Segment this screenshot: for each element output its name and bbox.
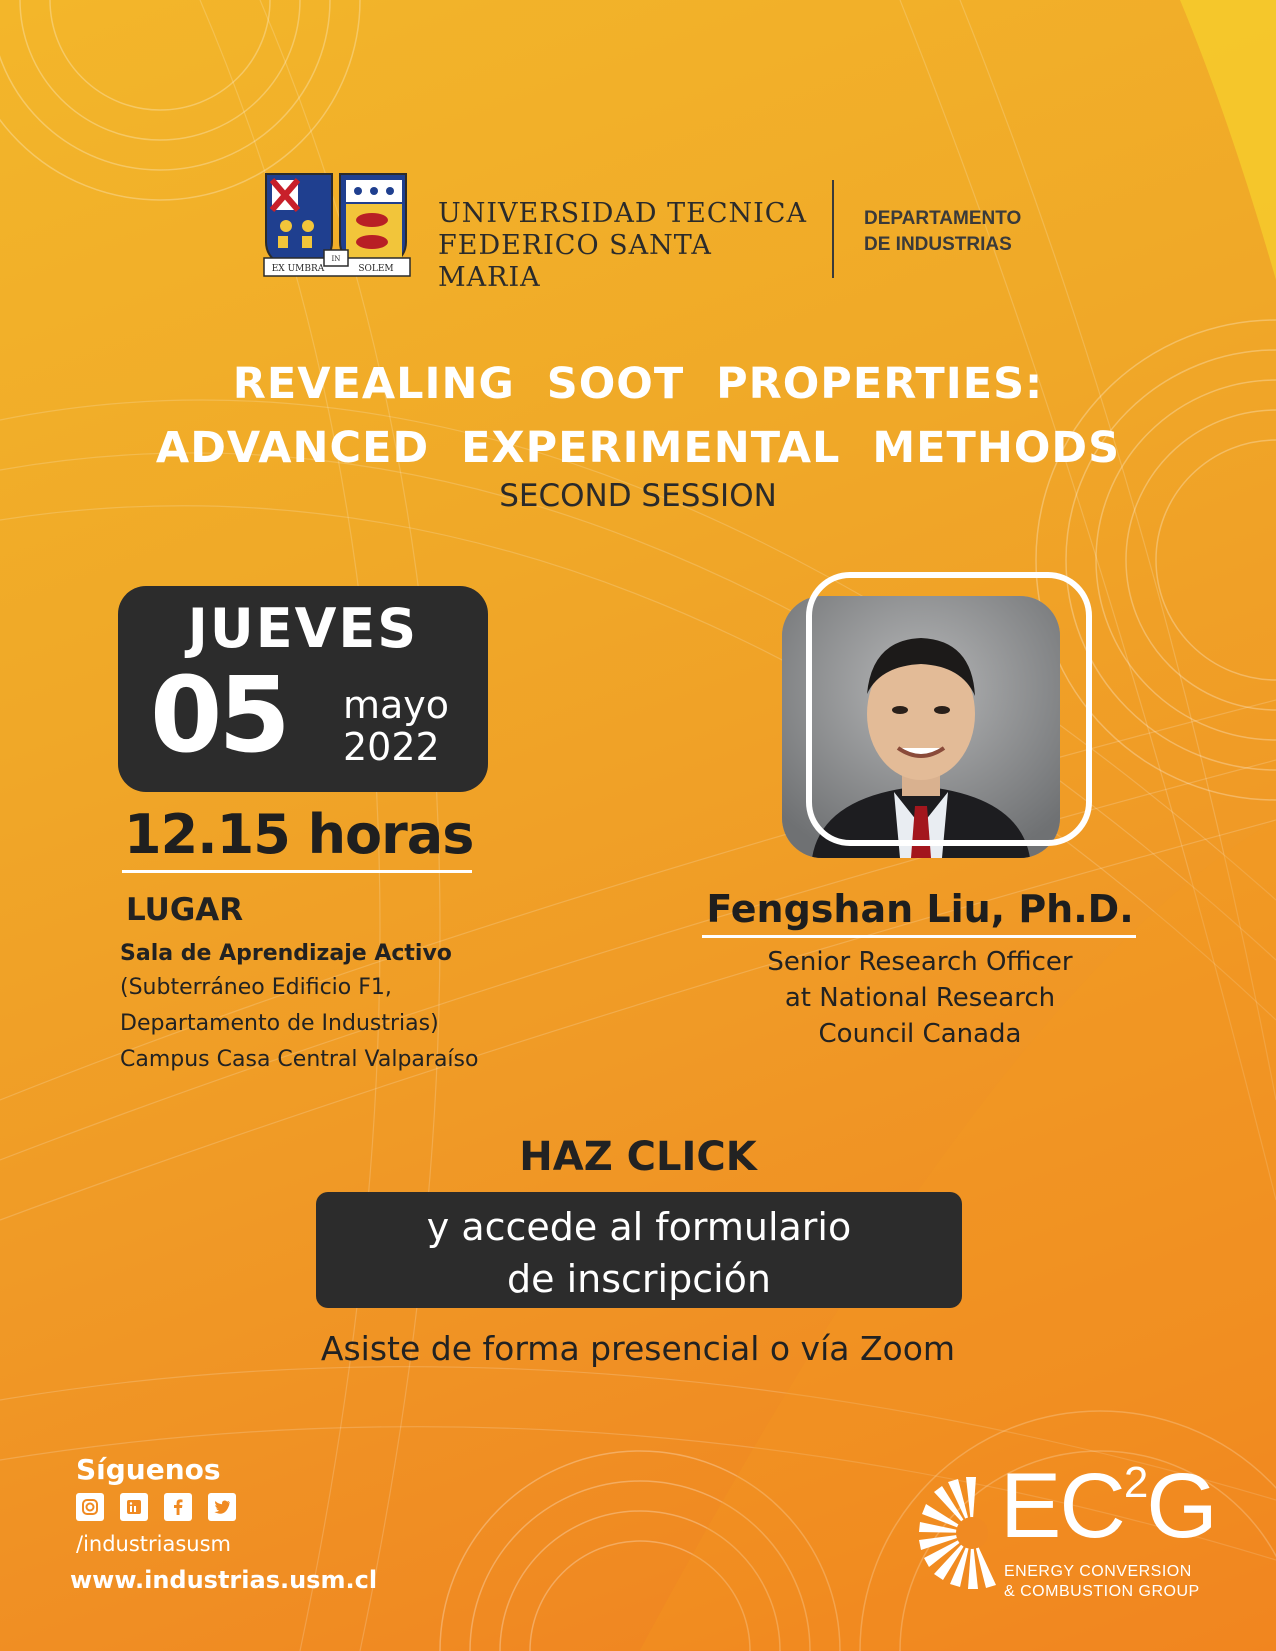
session-label: SECOND SESSION (499, 478, 777, 514)
event-title (40, 352, 1236, 480)
location-line2: Departamento de Industrias) (120, 1011, 439, 1036)
ec2g-logo-main: EC (1000, 1455, 1124, 1557)
university-name (438, 198, 808, 294)
month: mayo (343, 683, 450, 727)
crest-motto-right: SOLEM (358, 264, 394, 274)
location-line1: (Subterráneo Edificio F1, (120, 975, 392, 1000)
department-name (864, 206, 1064, 258)
ec2g-logo-text (1000, 1456, 1216, 1573)
department-line1: DEPARTAMENTO (864, 208, 1022, 229)
year: 2022 (343, 725, 440, 769)
ec2g-subtitle-line1: ENERGY CONVERSION (1004, 1563, 1192, 1580)
registration-button-line2: de inscripción (507, 1256, 771, 1301)
crest-motto-left: EX UMBRA (271, 264, 325, 274)
facebook-icon[interactable] (164, 1493, 192, 1521)
weekday: JUEVES (187, 597, 419, 660)
photo-frame (806, 572, 1092, 846)
university-name-line1: UNIVERSIDAD TECNICA (438, 198, 807, 229)
event-time: 12.15 horas (124, 803, 474, 866)
location-line3: Campus Casa Central Valparaíso (120, 1047, 479, 1072)
university-crest-logo (262, 172, 412, 284)
speaker-underline (702, 935, 1136, 938)
registration-form-button[interactable] (316, 1192, 962, 1308)
website-link[interactable]: www.industrias.usm.cl (70, 1566, 378, 1594)
location-room: Sala de Aprendizaje Activo (120, 941, 452, 966)
time-underline (122, 870, 472, 873)
registration-button-line1: y accede al formulario (426, 1204, 852, 1249)
social-handle[interactable]: /industriasusm (76, 1532, 232, 1556)
cta-heading: HAZ CLICK (519, 1134, 757, 1180)
event-title-line1: REVEALING SOOT PROPERTIES: (232, 359, 1044, 409)
speaker-role-line1: Senior Research Officer (767, 947, 1073, 977)
speaker-role (700, 944, 1140, 1052)
ec2g-logo-sup: 2 (1123, 1458, 1147, 1507)
ec2g-subtitle-line2: & COMBUSTION GROUP (1004, 1583, 1200, 1600)
speaker-role-line2: at National Research (784, 983, 1056, 1013)
header-divider (832, 180, 834, 278)
university-name-line2: FEDERICO SANTA MARIA (438, 230, 712, 293)
ec2g-logo-end: G (1146, 1455, 1216, 1557)
follow-label: Síguenos (76, 1453, 221, 1486)
speaker-role-line3: Council Canada (818, 1019, 1022, 1049)
instagram-icon[interactable] (76, 1493, 104, 1521)
speaker-name: Fengshan Liu, Ph.D. (706, 887, 1134, 931)
twitter-icon[interactable] (208, 1493, 236, 1521)
linkedin-icon[interactable] (120, 1493, 148, 1521)
crest-motto-mid: IN (331, 255, 341, 263)
department-line2: DE INDUSTRIAS (864, 234, 1012, 255)
event-title-line2: ADVANCED EXPERIMENTAL METHODS (155, 423, 1121, 473)
location-label: LUGAR (126, 892, 244, 928)
day-number: 05 (150, 654, 287, 776)
attendance-note: Asiste de forma presencial o vía Zoom (320, 1329, 956, 1368)
